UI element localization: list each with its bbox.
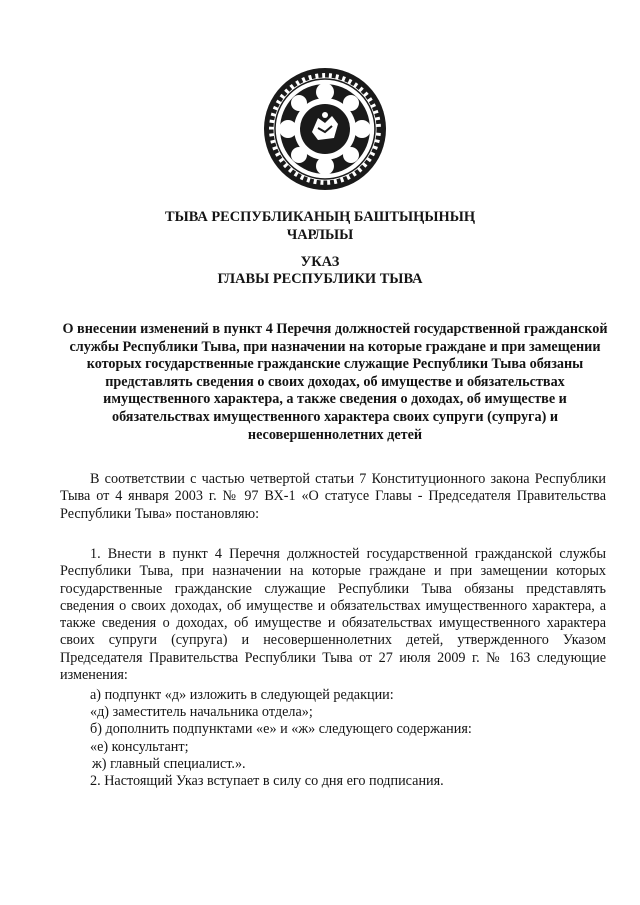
item-1-paragraph: 1. Внести в пункт 4 Перечня должностей государственной гражданской службы Республики Тыва, при назначении на которые граждане и при замещении которых государственные гражданские служащие Республики Тыва обязаны представлять сведения о своих доходах, об имуществе и обязательствах имущественного характера, а также сведения о доходах, об имуществе и обязательствах имущественного характера своих супруги (супруга) и несовершеннолетних детей, утвержденного Указом Председателя Правительства Республики Тыва от 27 июля 2009 г. № 163 следующие изменения: bbox=[60, 546, 606, 684]
sub-item-a: а) подпункт «д» изложить в следующей редакции: bbox=[90, 687, 394, 703]
header-line-1: ТЫВА РЕСПУБЛИКАНЫҢ БАШТЫҢЫНЫҢ bbox=[164, 209, 476, 225]
preamble-paragraph: В соответствии с частью четвертой статьи 7 Конституционного закона Республики Тыва от 4 января 2003 г. № 97 ВХ-1 «О статусе Главы - Председателя Правительства Республики Тыва» постановляю: bbox=[60, 471, 606, 522]
header-line-3: УКАЗ bbox=[300, 254, 340, 270]
sub-item-zh: ж) главный специалист.». bbox=[92, 756, 246, 772]
sub-item-e: «е) консультант; bbox=[90, 739, 189, 755]
document-title: О внесении изменений в пункт 4 Перечня должностей государственной гражданской службы Республики Тыва, при назначении на которые граждане и при замещении которых государственные гражданские служащие Республики Тыва обязаны представлять сведения о своих доходах, об имуществе и обязательствах имущественного характера, а также сведения о доходах, об имуществе и обязательствах имущественного характера своих супруги (супруга) и несовершеннолетних детей bbox=[62, 321, 608, 443]
header-line-4: ГЛАВЫ РЕСПУБЛИКИ ТЫВА bbox=[217, 271, 423, 287]
item-2-paragraph: 2. Настоящий Указ вступает в силу со дня его подписания. bbox=[90, 773, 444, 789]
sub-item-b: б) дополнить подпунктами «е» и «ж» следующего содержания: bbox=[90, 721, 472, 737]
emblem-icon bbox=[262, 66, 388, 192]
sub-item-a-text: «д) заместитель начальника отдела»; bbox=[90, 704, 313, 720]
header-line-2: ЧАРЛЫЫ bbox=[286, 227, 354, 243]
